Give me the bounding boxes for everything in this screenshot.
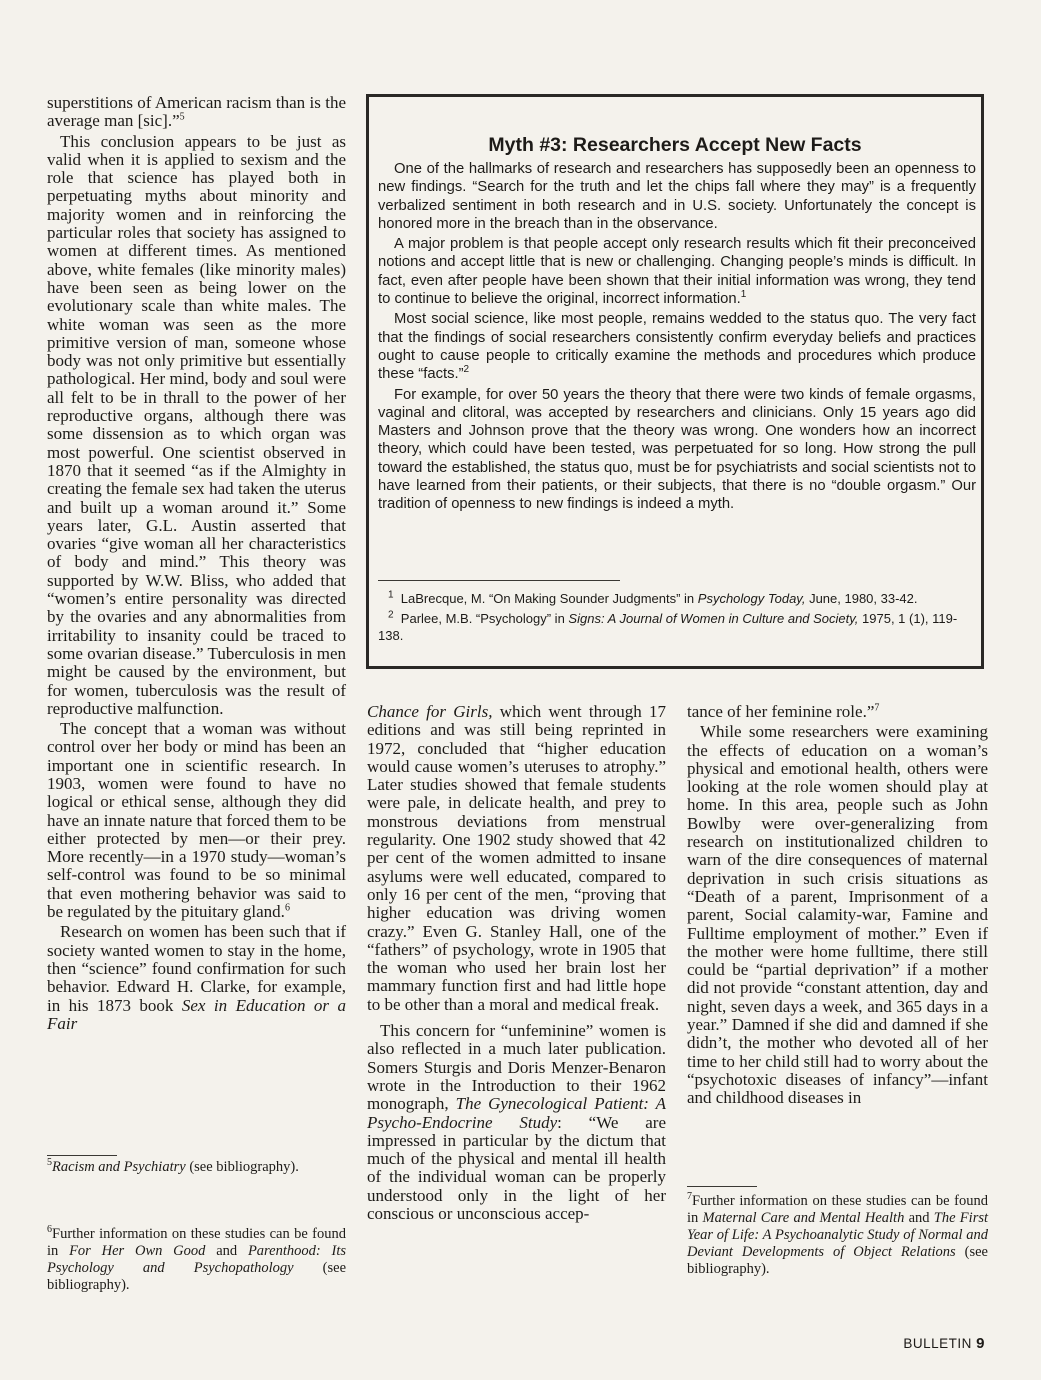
box-body — [378, 160, 976, 514]
reference-1: $^1$ LaBrecque, M. “On Making Sounder Judgments” in Psychology Today, June, 1980, 33-42. — [388, 589, 918, 606]
book-title: Chance for Girls, — [367, 702, 493, 721]
footnote-7: $^7$Further information on these studies can be found in Maternal Care and Mental Health and The First Year of Life: A Psychoanalytic Study of Normal and Deviant Developments of Object Relations (see bibliography). — [687, 1191, 989, 1277]
paragraph: One of the hallmarks of research and researchers has supposedly been an openness to new findings. “Search for the truth and let the chips fall where they may” is a frequently verbalized sentiment in both research and in U.S. society. Unfortunately the concept is honored more in the breach than in the observance. — [378, 161, 976, 232]
footnote-marker: 5 — [179, 111, 185, 123]
paragraph: This conclusion appears to be just as valid when it is applied to sexism and the role that science has played both in perpetuating myths about minority and majority women and in reinforcing the particular roles that society has assigned to women at different times. As mentioned above, white females (like minority males) have been seen as being lower on the evolutionary scale than white males. The white woman was seen as the more primitive version of man, someone whose body was not only primitive but essentially pathological. Her mind, body and soul were all felt to be in thrall to the power of her reproductive organs, although there was some dissension as to which organ was most powerful. One scientist observed in 1870 that it seemed “as if the Almighty in creating the female sex had taken the uterus and built up a woman around it.” Some years later, G.L. Austin asserted that ovaries “give woman all her characteristics of body and mind.” This theory was supported by W.W. Bliss, who added that “women’s entire personality was directed by the ovaries and any abnormalities from irritability to insanity could be traced to some ovarian disease.” Tuberculosis in men might be caused by the environment, but for women, tuberculosis was the result of reproductive malfunction. — [47, 131, 346, 718]
footnote-rule — [687, 1186, 757, 1187]
footnote-marker: 1 — [740, 289, 747, 301]
footnote-5: $^5$Racism and Psychiatry (see bibliography). — [47, 1157, 299, 1175]
paragraph: While some researchers were examining the effects of education on a woman’s physical and emotional health, others were looking at the role women should play at home. In this area, people such as John Bowlby were over-generalizing from research on institutionalized children to warn of the dire consequences of maternal deprivation in such crisis situations as “Death of a parent, Imprisonment of a parent, Social calamity-war, Famine and Fulltime employment of mother.” Even if the mother were home fulltime, there still could be “partial deprivation” if a mother did not provide “constant attention, day and night, seven days a week, and 365 days in a year.” Damned if she did and damned if she didn’t, the mother who devoted all of her time to her child still had to worry about the “psychotoxic diseases of infancy”—infant and childhood diseases in — [687, 722, 988, 1108]
box-references — [378, 590, 978, 645]
column-left — [47, 94, 346, 1033]
sidebar-box — [366, 94, 984, 669]
page-number: 9 — [976, 1335, 985, 1352]
paragraph: A major problem is that people accept only research results which fit their preconceived notions and accept little that is new or challenging. Changing people’s minds is difficult. In fact, even after people have been shown that their initial information was wrong, they tend to continue to believe the original, incorrect information.$^1$ — [378, 236, 976, 308]
box-title: Myth #3: Researchers Accept New Facts — [488, 134, 862, 156]
footnote-marker: 2 — [463, 364, 470, 376]
paragraph: Chance for Girls, which went through 17 editions and was still being reprinted in 1972, concluded that “higher education would cause women’s uteruses to atrophy.” Later studies showed that female students were pale, in delicate health, and prey to monstrous deviations from menstrual regularity. One 1902 study showed that 42 per cent of the women admitted to insane asylums were well educated, compared to only 16 per cent of the men, “proving that higher education was driving women crazy.” Even G. Stanley Hall, one of the “fathers” of psychology, wrote in 1905 that the woman who used her brain lost her mammary function first and had little hope to be other than a moral and medical freak. — [367, 702, 666, 1014]
column-middle — [367, 703, 666, 1223]
footnote-marker: 7 — [874, 702, 880, 714]
paragraph: This concern for “unfeminine” women is also reflected in a much later publication. Somers Sturgis and Doris Menzer-Benaron wrote in the Introduction to their 1962 monograph, The Gynecological Patient: A Psycho-Endocrine Study: “We are impressed in particular by the dictum that much of the physical and mental ill health of the individual woman can be properly understood only in the light of her conscious or unconscious accep- — [367, 1021, 666, 1224]
footnote-rule — [47, 1155, 117, 1156]
publication-name: BULLETIN — [903, 1336, 972, 1351]
paragraph: tance of her feminine role.”$^7$ — [687, 702, 880, 721]
paragraph: superstitions of American racism than is the average man [sic].”$^5$ — [47, 93, 346, 131]
column-right — [687, 703, 988, 1108]
paragraph: Research on women has been such that if society wanted women to stay in the home, then “science” found confirmation for such behavior. Edward H. Clarke, for example, in his 1873 book Sex in Education or a Fair — [47, 922, 346, 1033]
book-title: The Gynecological Patient: A Psycho-Endocrine Study — [367, 1094, 666, 1132]
footnote-rule — [378, 580, 620, 581]
paragraph: Most social science, like most people, remains wedded to the status quo. The very fact that the findings of social researchers consistently confirm everyday beliefs and practices ought to cause people to critically examine the methods and procedures which produce these “facts.”$^2$ — [378, 311, 976, 383]
footnote-6: $^6$Further information on these studies can be found in For Her Own Good and Parenthood: Its Psychology and Psychopathology (see bibliography). — [47, 1224, 347, 1293]
book-title: Sex in Education or a Fair — [47, 995, 346, 1033]
footnote-marker: 6 — [284, 902, 290, 914]
paragraph: For example, for over 50 years the theory that there were two kinds of female orgasms, vaginal and clitoral, was accepted by researchers and clinicians. Only 15 years ago did Masters and Johnson prove that the theory was wrong. One wonders how an incorrect theory, which could have been tested, was perpetuated for so long. How strong the pull toward the established, the status quo, must be for psychiatrists and social scientists not to have learned from their patients, or their subjects, that there is no “double orgasm.” Our tradition of openness to new findings is indeed a myth. — [378, 386, 976, 513]
paragraph: The concept that a woman was without control over her body or mind has been an important one in scientific research. In 1903, women were found to have no logical or ethical sense, although they did have an innate nature that forced them to be either protected by men—or their prey. More recently—in a 1970 study—woman’s self-control was found to be so minimal that even mothering behavior was said to be regulated by the pituitary gland.$^6$ — [47, 719, 346, 922]
page-footer — [903, 1335, 985, 1352]
reference-2: $^2$ Parlee, M.B. “Psychology” in Signs: A Journal of Women in Culture and Society, 1975, 1 (1), 119-138. — [378, 609, 958, 643]
